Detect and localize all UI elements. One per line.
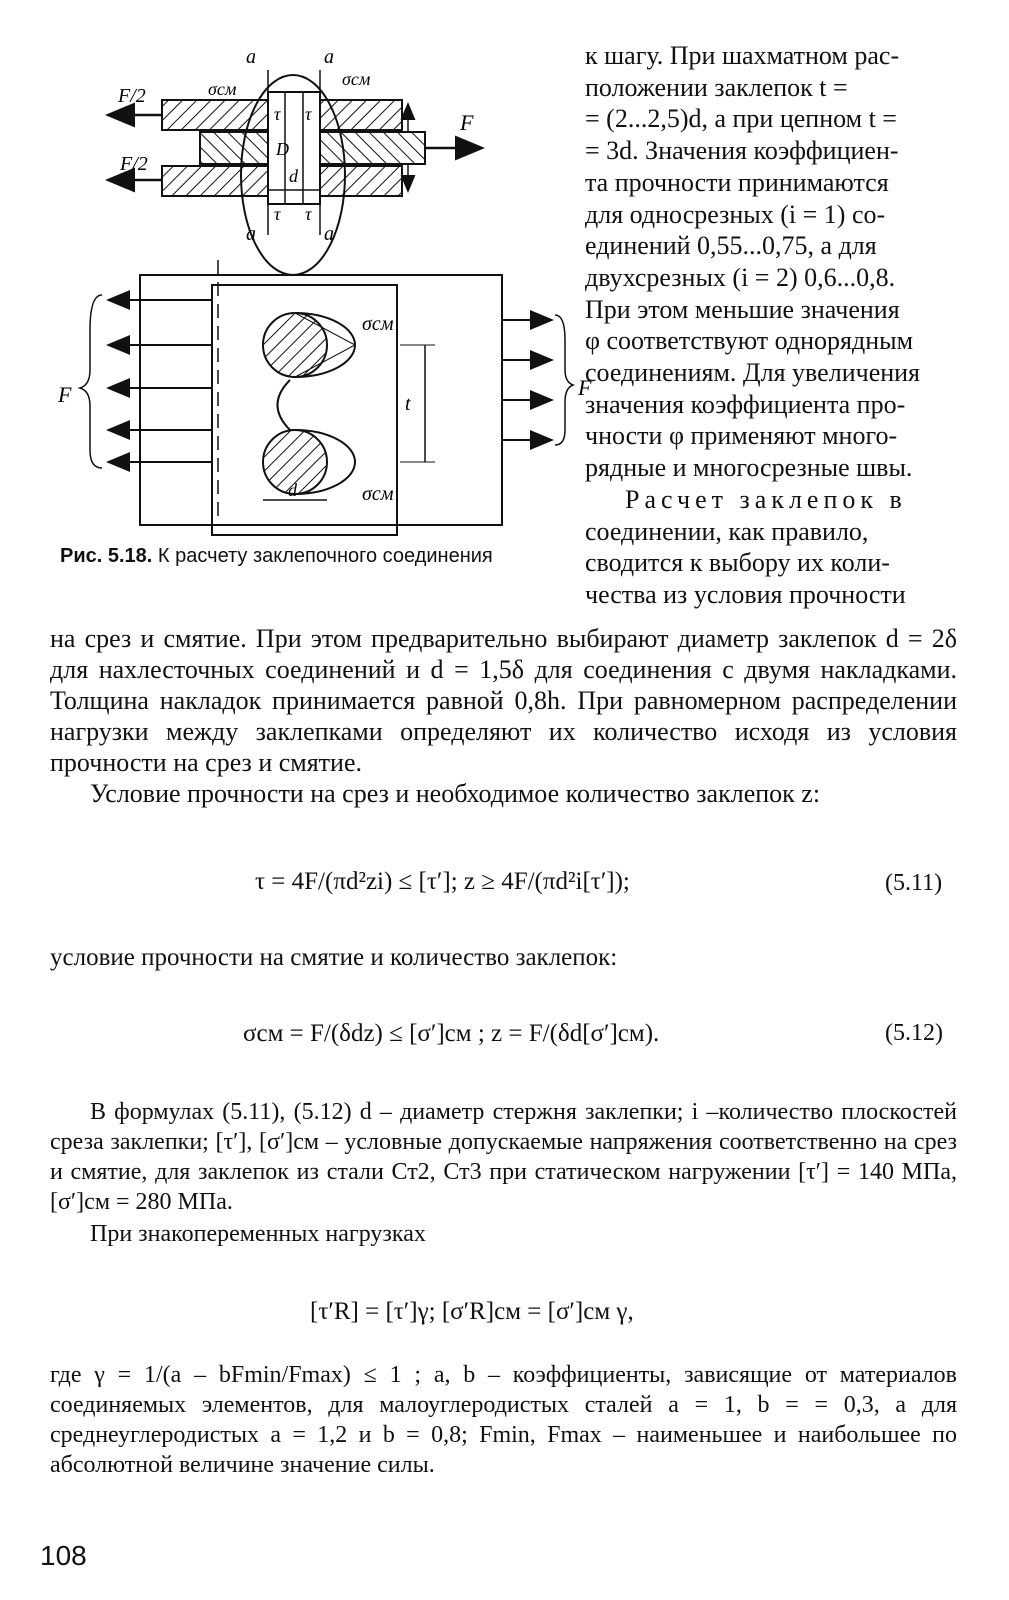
label-d-section: d <box>289 166 298 186</box>
label-f-half-bottom: F/2 <box>120 153 148 175</box>
line-between-equations <box>50 943 957 973</box>
figure-caption-text: К расчету заклепочного соединения <box>152 545 493 567</box>
alternating-loads-text: При знакопеременных нагрузках <box>90 1221 426 1247</box>
rivet-joint-diagram <box>40 30 592 545</box>
label-d-plan: d <box>288 480 297 500</box>
equation-5-11: τ = 4F/(πd²zi) ≤ [τ′]; z ≥ 4F/(πd²i[τ′]); <box>255 868 630 895</box>
rc-line-9: При этом меньшие значения <box>585 294 900 324</box>
rc-line-14: рядные и многосрезные швы. <box>585 453 913 483</box>
rc-line-12: значения коэффициента про- <box>585 389 906 419</box>
label-sigma-cm-right: σсм <box>342 69 371 89</box>
label-sigma-cm-plan-top: σсм <box>362 313 394 335</box>
body-paragraph-1: на срез и смятие. При этом предварительно выбирают диаметр заклепок d = 2δ для нахлесточных соединений и d = 1,5δ для соединения с двумя накладками. Толщина накладок принимается равной 0,8h. При равномерном распределении нагрузки между заклепками определяют их количество исходя из условия прочности на срез и смятие. <box>50 624 957 777</box>
rc-tail-2: сводится к выбору их коли- <box>585 548 890 578</box>
label-tau-1: τ <box>274 104 281 124</box>
figure-caption-label: Рис. 5.18. <box>60 545 153 567</box>
label-a-top-left: a <box>246 46 256 68</box>
figure-5-18 <box>40 30 592 590</box>
label-f-left: F <box>58 382 72 407</box>
label-a-bottom-left: a <box>246 223 256 245</box>
rc-spaced-line: Расчет заклепок в <box>625 484 907 514</box>
plan-view <box>57 260 592 535</box>
label-f-right: F <box>460 110 474 135</box>
section-view <box>110 46 480 275</box>
label-a-bottom-right: a <box>324 223 334 245</box>
main-body-text <box>50 623 957 809</box>
rc-line-6: для односрезных (i = 1) со- <box>585 199 886 229</box>
between-text: условие прочности на смятие и количество заклепок: <box>50 944 618 971</box>
equation-number-5-12: (5.12) <box>885 1020 943 1046</box>
rc-line-3: = (2...2,5)d, а при цепном t = <box>585 104 897 134</box>
rc-line-5: та прочности принимаются <box>585 167 889 197</box>
label-sigma-cm-plan-bottom: σсм <box>362 483 394 505</box>
label-f-half-top: F/2 <box>118 85 146 107</box>
rc-line-8: двухсрезных (i = 2) 0,6...0,8. <box>585 262 896 292</box>
rc-line-10: φ соответствуют однорядным <box>585 326 914 356</box>
label-tau-3: τ <box>274 204 281 224</box>
rc-tail-1: соединении, как правило, <box>585 516 869 546</box>
rc-line-1: к шагу. При шахматном рас- <box>585 41 900 70</box>
rc-line-2: положении заклепок t = <box>585 72 848 102</box>
rc-line-4: = 3d. Значения коэффициен- <box>585 136 899 166</box>
label-a-top-right: a <box>324 46 334 68</box>
rc-tail-3: чества из условия прочности <box>585 579 906 609</box>
right-column-text <box>585 40 957 611</box>
gamma-text: где γ = 1/(a – bFmin/Fmax) ≤ 1 ; a, b – коэффициенты, зависящие от материалов соединяемых элементов, для малоуглеродистых сталей a = 1, b = = 0,3, а для среднеуглеродистых a = 1,2 и b = 0,8; Fmin, Fmax – наименьшее и наибольшее по абсолютной величине значение силы. <box>50 1362 957 1478</box>
definitions-paragraph <box>50 1097 957 1249</box>
label-t: t <box>405 393 411 415</box>
definitions-text: В формулах (5.11), (5.12) d – диаметр стержня заклепки; i –количество плоскостей среза заклепки; [τ′], [σ′]см – условные допускаемые напряжения соответственно на срез и смятие, для заклепок из стали Ст2, Ст3 при статическом нагружении [τ′] = 140 МПа, [σ′]см = 280 МПа. <box>50 1099 957 1215</box>
label-sigma-cm-left: σсм <box>208 79 237 99</box>
rc-line-7: единений 0,55...0,75, а для <box>585 231 877 261</box>
rc-line-13: чности φ применяют много- <box>585 421 898 451</box>
label-tau-4: τ <box>305 204 312 224</box>
body-paragraph-2: Условие прочности на срез и необходимое количество заклепок z: <box>90 779 821 808</box>
equation-number-5-11: (5.11) <box>885 870 943 896</box>
gamma-paragraph <box>50 1360 957 1480</box>
equation-5-12: σсм = F/(δdz) ≤ [σ′]см ; z = F/(δd[σ′]см). <box>243 1020 660 1047</box>
label-f-right-plan: F <box>578 375 592 400</box>
page-number: 108 <box>40 1540 87 1571</box>
rc-line-11: соединениям. Для увеличения <box>585 358 921 388</box>
label-tau-2: τ <box>305 104 312 124</box>
figure-caption <box>60 545 580 568</box>
label-D: D <box>276 139 289 159</box>
equation-gamma: [τ′R] = [τ′]γ; [σ′R]см = [σ′]см γ, <box>310 1298 634 1325</box>
